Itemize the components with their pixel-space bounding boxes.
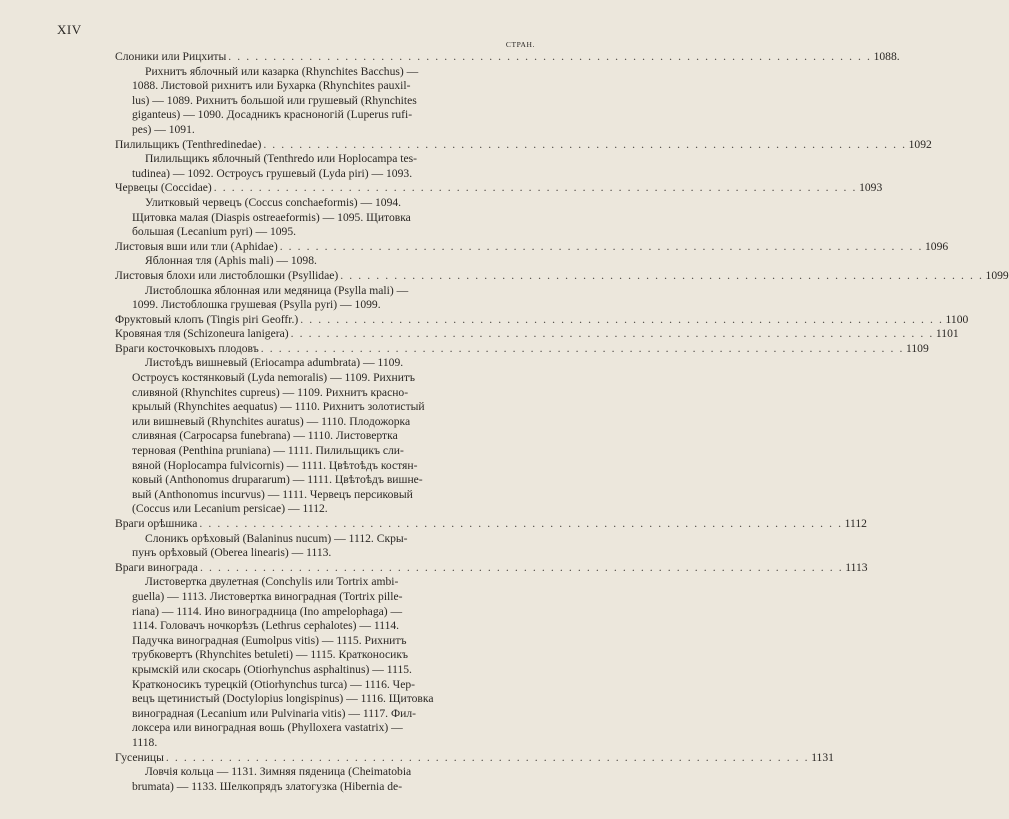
- dot-leader: . . . . . . . . . . . . . . . . . . . . . . . . . . . . . . . . . . . . . . . . . . . . . . . . . . . . . . . . . . . . . . . . . . . . . . . .: [279, 239, 923, 253]
- toc-entry-subline: виноградная (Lecanium или Pulvinaria vitis) — 1117. Фил-: [132, 706, 416, 720]
- toc-entry-subline: Ловчія кольца — 1131. Зимняя пяденица (Cheimatobia: [145, 765, 412, 779]
- dot-leader: . . . . . . . . . . . . . . . . . . . . . . . . . . . . . . . . . . . . . . . . . . . . . . . . . . . . . . . . . . . . . . . . . . . . . . . .: [199, 560, 844, 574]
- table-of-contents: [115, 50, 1009, 794]
- dot-leader: . . . . . . . . . . . . . . . . . . . . . . . . . . . . . . . . . . . . . . . . . . . . . . . . . . . . . . . . . . . . . . . . . . . . . . . .: [165, 750, 810, 764]
- toc-entry-title: Листовыя блохи или листоблошки (Psyllidae): [115, 268, 339, 282]
- toc-entry-subline: riana) — 1114. Ино виноградница (Ino ampelophaga) —: [132, 604, 403, 618]
- toc-entry-subline: Слоникъ орѣховый (Balaninus nucum) — 1112. Скры-: [145, 531, 408, 545]
- toc-entry-subline: Пилильщикъ яблочный (Tenthredo или Hoplocampa tes-: [145, 152, 418, 166]
- toc-entry-subline: guella) — 1113. Листовертка виноградная (Tortrix pille-: [132, 589, 403, 603]
- toc-entry-subline: Улитковый червецъ (Coccus conchaeformis) — 1094.: [145, 195, 402, 209]
- toc-entry-subline: большая (Lecanium pyri) — 1095.: [132, 225, 297, 239]
- toc-entry-page: 1100: [945, 312, 969, 326]
- toc-entry-heading: [115, 268, 1009, 284]
- toc-entry-title: Пилильщикъ (Tenthredinedae): [115, 137, 262, 151]
- toc-entry-heading: [115, 327, 959, 342]
- toc-entry-subline: Рихнитъ яблочный или казарка (Rhynchites Bacchus) —: [145, 64, 419, 78]
- toc-entry-subline: пунъ орѣховый (Oberea linearis) — 1113.: [132, 546, 332, 560]
- toc-entry-heading: [115, 181, 883, 196]
- toc-entry-subline: Остроусъ костянковый (Lyda nemoralis) — 1109. Рихнитъ: [132, 371, 416, 385]
- toc-entry-title: Червецы (Coccidae): [115, 181, 212, 195]
- toc-entry-subline: Листовертка двулетная (Conchylis или Tortrix ambi-: [145, 575, 399, 589]
- toc-entry-page: 1109: [906, 341, 929, 355]
- toc-entry-subline: brumata) — 1133. Шелкопрядъ златогузка (Hibernia de-: [132, 779, 403, 793]
- dot-leader: . . . . . . . . . . . . . . . . . . . . . . . . . . . . . . . . . . . . . . . . . . . . . . . . . . . . . . . . . . . . . . . . . . . . . . . .: [300, 312, 944, 326]
- toc-entry-subline: Яблонная тля (Aphis mali) — 1098.: [145, 254, 317, 268]
- toc-entry-title: Слоники или Рицхиты: [115, 50, 227, 63]
- toc-entry-title: Листовыя вши или тли (Aphidae): [115, 239, 278, 253]
- toc-entry-page: 1101: [935, 327, 959, 341]
- toc-entry-page: 1092: [908, 137, 932, 151]
- page-number-roman: XIV: [57, 22, 82, 37]
- toc-entry-subline: вяной (Hoplocampa fulvicornis) — 1111. Цвѣтоѣдъ костян-: [132, 458, 418, 472]
- toc-entry-subline: Кратконосикъ турецкій (Otiorhynchus turca) — 1116. Чер-: [132, 677, 416, 691]
- toc-entry-subline: giganteus) — 1090. Досадникъ красноногій (Luperus rufi-: [132, 108, 413, 122]
- toc-entry-heading: [115, 341, 929, 357]
- dot-leader: . . . . . . . . . . . . . . . . . . . . . . . . . . . . . . . . . . . . . . . . . . . . . . . . . . . . . . . . . . . . . . . . . . . . . . . .: [228, 50, 872, 63]
- toc-entry-heading: [115, 560, 868, 576]
- toc-entry-heading: [115, 137, 932, 153]
- toc-entry-subline: 1088. Листовой рихнитъ или Бухарка (Rhynchites pauxil-: [132, 79, 411, 93]
- page-column-label: СТРАН.: [505, 40, 535, 49]
- toc-entry-subline: (Coccus или Lecanium persicae) — 1112.: [132, 502, 328, 516]
- dot-leader: . . . . . . . . . . . . . . . . . . . . . . . . . . . . . . . . . . . . . . . . . . . . . . . . . . . . . . . . . . . . . . . . . . . . . . . .: [260, 341, 905, 355]
- toc-entry-subline: 1118.: [132, 735, 158, 749]
- toc-entry-title: Кровяная тля (Schizoneura lanigera): [115, 327, 289, 341]
- toc-entry-heading: [115, 50, 900, 65]
- toc-entry-heading: [115, 750, 834, 766]
- toc-entry-subline: крылый (Rhynchites aequatus) — 1110. Рихнитъ золотистый: [132, 400, 425, 414]
- toc-entry-subline: Листоблошка яблонная или медяница (Psylla mali) —: [145, 283, 409, 297]
- toc-entry-subline: вый (Anthonomus incurvus) — 1111. Червецъ персиковый: [132, 487, 413, 501]
- toc-entry-page: 1099: [985, 268, 1009, 282]
- toc-entry-subline: Листоѣдъ вишневый (Eriocampa adumbrata) — 1109.: [145, 356, 404, 370]
- toc-entry-title: Враги винограда: [115, 560, 198, 574]
- dot-leader: . . . . . . . . . . . . . . . . . . . . . . . . . . . . . . . . . . . . . . . . . . . . . . . . . . . . . . . . . . . . . . . . . . . . . . . .: [213, 181, 858, 195]
- dot-leader: . . . . . . . . . . . . . . . . . . . . . . . . . . . . . . . . . . . . . . . . . . . . . . . . . . . . . . . . . . . . . . . . . . . . . . . .: [340, 268, 984, 282]
- toc-entry-subline: вецъ щетинистый (Doctylopius longispinus) — 1116. Щитовка: [132, 692, 434, 706]
- toc-entry-title: Фруктовый клопъ (Tingis piri Geoffr.): [115, 312, 299, 326]
- toc-entry-heading: [115, 517, 867, 532]
- toc-entry-heading: [115, 312, 969, 328]
- toc-entry-title: Враги косточковыхъ плодовъ: [115, 341, 259, 355]
- toc-entry-page: 1112: [844, 517, 867, 530]
- toc-entry-page: 1088.: [873, 50, 900, 63]
- dot-leader: . . . . . . . . . . . . . . . . . . . . . . . . . . . . . . . . . . . . . . . . . . . . . . . . . . . . . . . . . . . . . . . . . . . . . . . .: [263, 137, 907, 151]
- toc-entry-subline: pes) — 1091.: [132, 122, 195, 136]
- dot-leader: . . . . . . . . . . . . . . . . . . . . . . . . . . . . . . . . . . . . . . . . . . . . . . . . . . . . . . . . . . . . . . . . . . . . . . . .: [199, 517, 843, 530]
- toc-entry-subline: tudinea) — 1092. Остроусъ грушевый (Lyda piri) — 1093.: [132, 166, 413, 180]
- toc-entry-heading: [115, 239, 949, 255]
- toc-entry-subline: lus) — 1089. Рихнитъ большой или грушевый (Rhynchites: [132, 93, 417, 107]
- toc-entry-subline: 1114. Головачъ ночкорѣзъ (Lethrus cephalotes) — 1114.: [132, 619, 400, 633]
- toc-entry-page: 1096: [924, 239, 949, 253]
- toc-entry-subline: Падучка виноградная (Eumolpus vitis) — 1115. Рихнитъ: [132, 633, 407, 647]
- toc-entry-subline: 1099. Листоблошка грушевая (Psylla pyri) — 1099.: [132, 298, 381, 312]
- toc-entry-page: 1093: [859, 181, 883, 195]
- toc-entry-subline: трубковертъ (Rhynchites betuleti) — 1115. Кратконосикъ: [132, 648, 409, 662]
- toc-entry-subline: локсера или виноградная вошь (Phylloxera vastatrix) —: [132, 721, 403, 735]
- toc-entry-subline: терновая (Penthina pruniana) — 1111. Пилильщикъ сли-: [132, 444, 404, 458]
- toc-entry-title: Гусеницы: [115, 750, 164, 764]
- toc-entry-page: 1131: [811, 750, 834, 764]
- toc-entry-page: 1113: [845, 560, 868, 574]
- toc-entry-subline: сливяной (Rhynchites cupreus) — 1109. Рихнитъ красно-: [132, 385, 409, 399]
- toc-entry-subline: Щитовка малая (Diaspis ostreaeformis) — 1095. Щитовка: [132, 210, 411, 224]
- toc-entry-title: Враги орѣшника: [115, 517, 198, 530]
- dot-leader: . . . . . . . . . . . . . . . . . . . . . . . . . . . . . . . . . . . . . . . . . . . . . . . . . . . . . . . . . . . . . . . . . . . . . . . .: [290, 327, 934, 341]
- toc-entry-subline: сливяная (Carpocapsa funebrana) — 1110. Листовертка: [132, 429, 398, 443]
- toc-entry-subline: крымскій или скосарь (Otiorhynchus asphaltinus) — 1115.: [132, 662, 412, 676]
- toc-entry-subline: или вишневый (Rhynchites auratus) — 1110. Плодожорка: [132, 414, 411, 428]
- toc-entry-subline: ковый (Anthonomus drupararum) — 1111. Цвѣтоѣдъ вишне-: [132, 473, 423, 487]
